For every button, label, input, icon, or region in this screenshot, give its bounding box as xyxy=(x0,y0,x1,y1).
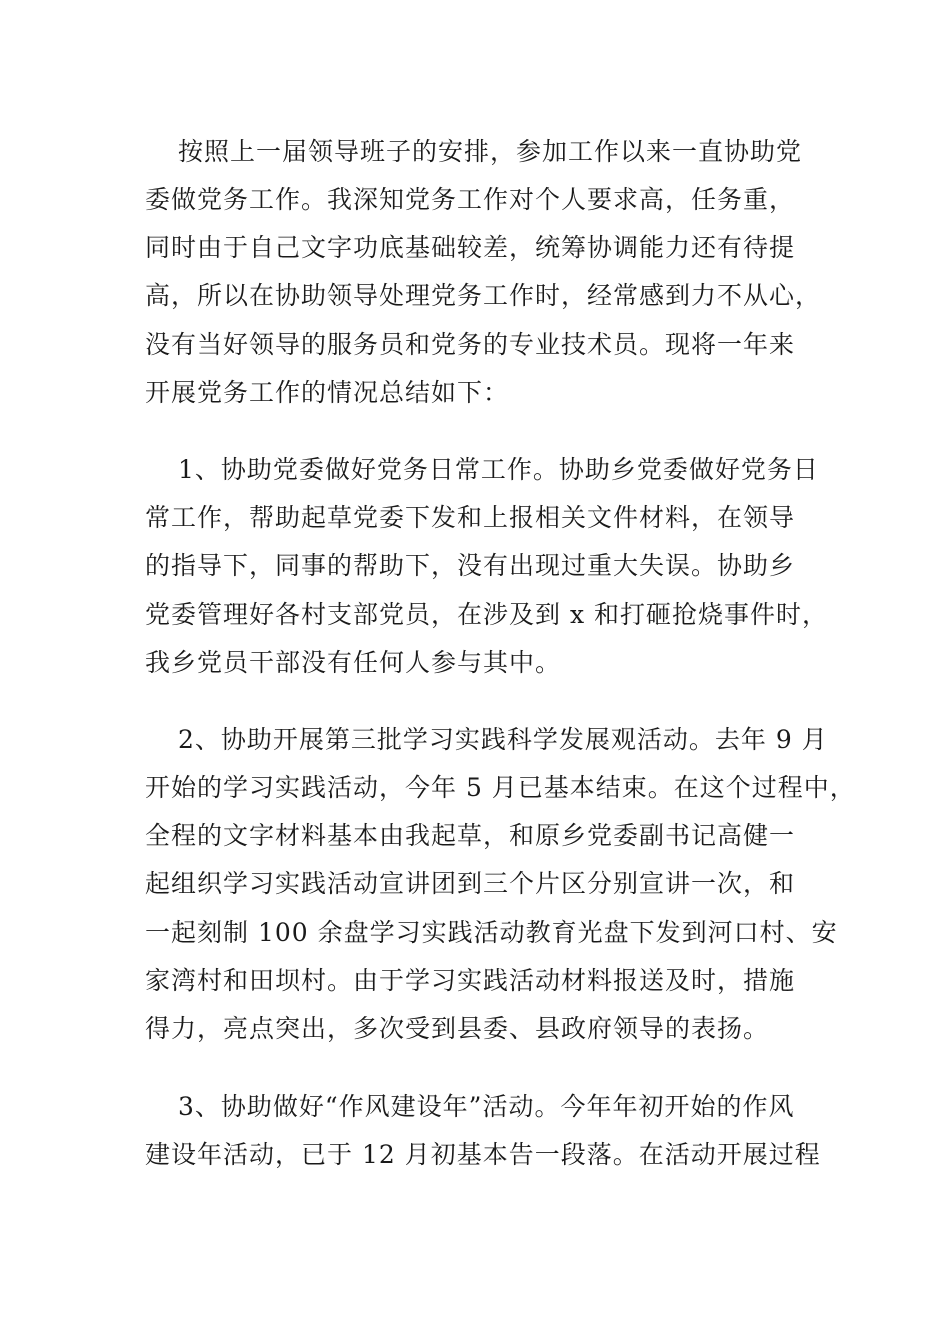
paragraph-3-line-2: 开始的学习实践活动，今年 5 月已基本结束。在这个过程中， xyxy=(145,773,856,802)
paragraph-1-line-4: 高，所以在协助领导处理党务工作时，经常感到力不从心， xyxy=(145,281,822,310)
paragraph-2-line-2: 常工作，帮助起草党委下发和上报相关文件材料，在领导 xyxy=(145,503,796,532)
paragraph-4-line-1: 3、协助做好“作风建设年”活动。今年年初开始的作风 xyxy=(178,1092,795,1121)
paragraph-2-line-3: 的指导下，同事的帮助下，没有出现过重大失误。协助乡 xyxy=(145,551,796,580)
paragraph-2-line-5: 我乡党员干部没有任何人参与其中。 xyxy=(145,648,562,677)
paragraph-3-line-7: 得力，亮点突出，多次受到县委、县政府领导的表扬。 xyxy=(145,1014,770,1043)
paragraph-3-line-3: 全程的文字材料基本由我起草，和原乡党委副书记高健一 xyxy=(145,821,796,850)
paragraph-1-line-6: 开展党务工作的情况总结如下： xyxy=(145,378,510,407)
paragraph-3-line-5: 一起刻制 100 余盘学习实践活动教育光盘下发到河口村、安 xyxy=(145,918,838,947)
paragraph-2-line-4: 党委管理好各村支部党员，在涉及到 x 和打砸抢烧事件时， xyxy=(145,600,828,629)
paragraph-4-line-2: 建设年活动，已于 12 月初基本告一段落。在活动开展过程 xyxy=(145,1140,821,1169)
paragraph-3-line-6: 家湾村和田坝村。由于学习实践活动材料报送及时，措施 xyxy=(145,966,796,995)
paragraph-3-line-1: 2、协助开展第三批学习实践科学发展观活动。去年 9 月 xyxy=(178,725,828,754)
paragraph-1-line-5: 没有当好领导的服务员和党务的专业技术员。现将一年来 xyxy=(145,330,796,359)
paragraph-1-line-1: 按照上一届领导班子的安排，参加工作以来一直协助党 xyxy=(178,137,803,166)
paragraph-1-line-3: 同时由于自己文字功底基础较差，统筹协调能力还有待提 xyxy=(145,233,796,262)
paragraph-3-line-4: 起组织学习实践活动宣讲团到三个片区分别宣讲一次，和 xyxy=(145,869,796,898)
paragraph-1-line-2: 委做党务工作。我深知党务工作对个人要求高，任务重， xyxy=(145,185,796,214)
paragraph-2-line-1: 1、协助党委做好党务日常工作。协助乡党委做好党务日 xyxy=(178,455,819,484)
